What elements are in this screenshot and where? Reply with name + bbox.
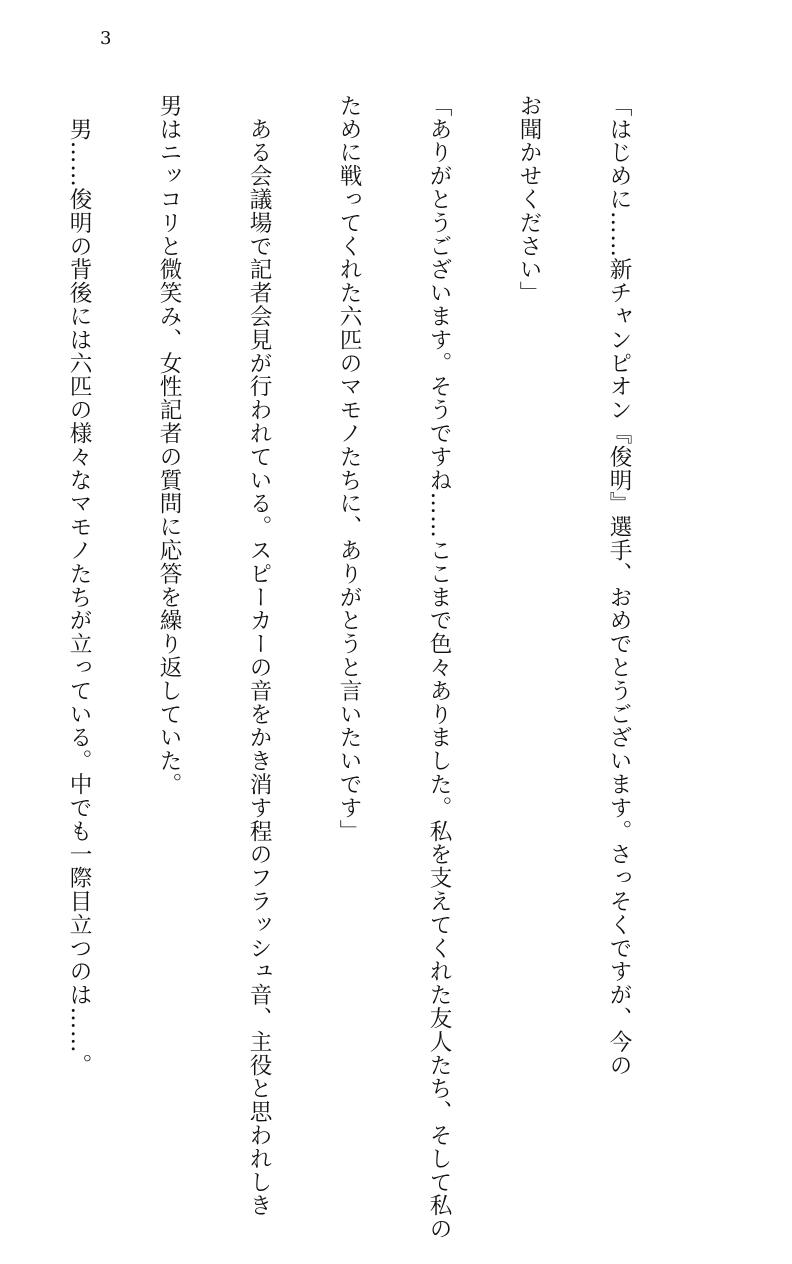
text-line: お聞かせください」 — [516, 94, 542, 305]
blank-line — [0, 94, 4, 1084]
text-line: ある会議場で記者会見が行われている。スピーカーの音をかき消す程のフラッシュ音、主役と思われしき — [246, 94, 272, 1218]
page-number: 3 — [100, 28, 112, 49]
text-line: 男はニッコリと微笑み、女性記者の質問に応答を繰り返していた。 — [156, 94, 182, 796]
text-line: 男……俊明の背後には六匹の様々なマモノたちが立っている。中でも一際目立つのは……。 — [66, 94, 92, 1077]
text-line: 「ありがとうございます。そうですね……ここまで色々ありました。私を支えてくれた友人たち、そして私の — [426, 94, 452, 1241]
text-line: ために戦ってくれた六匹のマモノたちに、ありがとうと言いたいです」 — [336, 94, 362, 843]
text-line: 「はじめに……新チャンピオン『俊明』選手、おめでとうございます。さっそくですが、今の — [606, 94, 632, 1077]
vertical-body-text — [0, 94, 694, 1241]
